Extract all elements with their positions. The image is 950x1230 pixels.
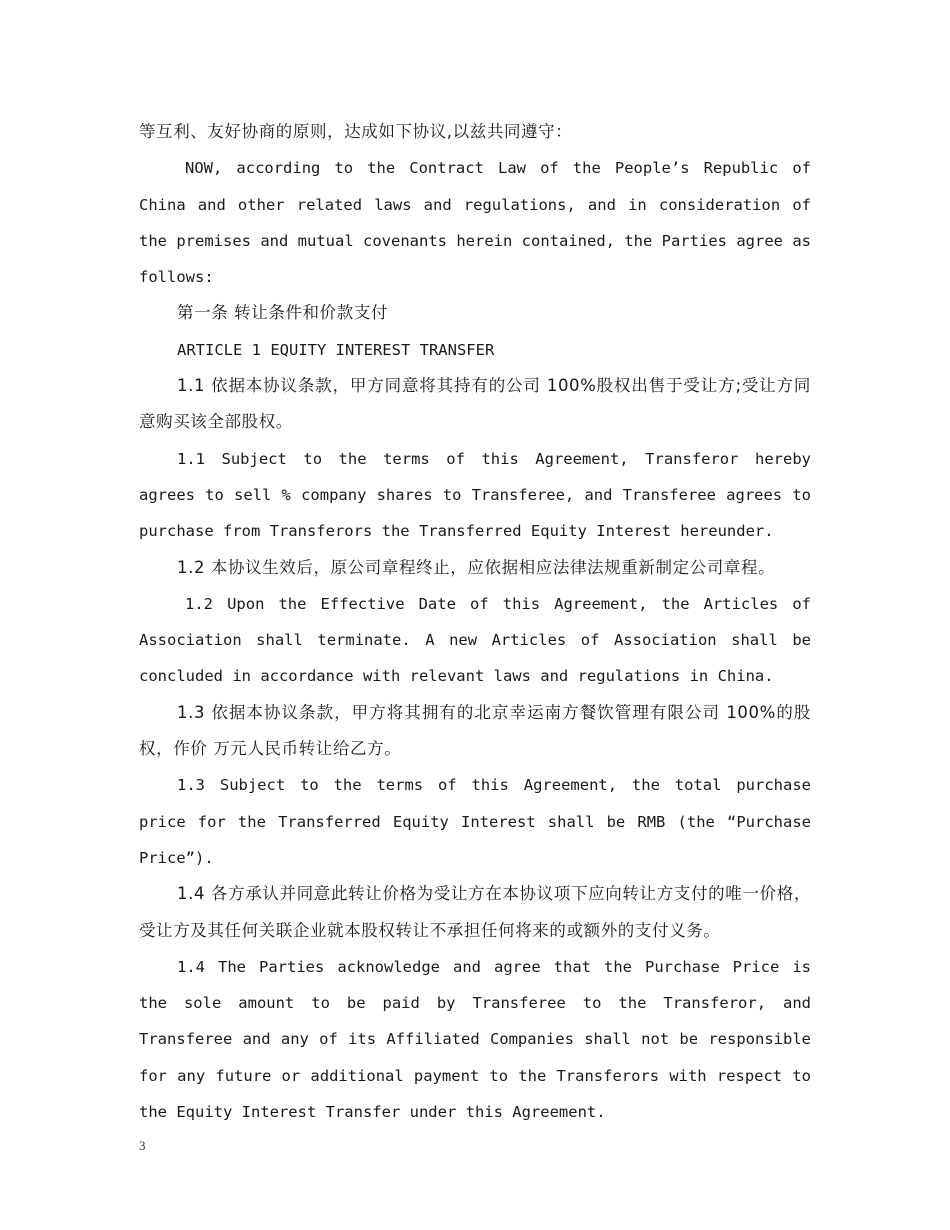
page-number: 3 (139, 1138, 146, 1153)
clause-1-3-zh: 1.3 依据本协议条款，甲方将其拥有的北京幸运南方餐饮管理有限公司 100%的股权，作价 万元人民币转让给乙方。 (139, 702, 811, 759)
clause-1-1-zh: 1.1 依据本协议条款，甲方同意将其持有的公司 100%股权出售于受让方;受让方同意购买该全部股权。 (139, 376, 811, 432)
heading-article-1-zh: 第一条 转让条件和价款支付 (177, 303, 389, 323)
clause-1-3-en: 1.3 Subject to the terms of this Agreement, the total purchase price for the Transferred Equity Interest shall be RMB (the “Purchase Price”). (139, 776, 811, 867)
clause-1-2-zh: 1.2 本协议生效后，原公司章程终止，应依据相应法律法规重新制定公司章程。 (177, 557, 776, 577)
heading-article-1-en: ARTICLE 1 EQUITY INTEREST TRANSFER (177, 340, 495, 359)
clause-1-2-en: 1.2 Upon the Effective Date of this Agreement, the Articles of Association shall terminate. A new Articles of Association shall be concluded in accordance with relevant laws and regulations in China. (139, 594, 811, 686)
clause-1-4-zh: 1.4 各方承认并同意此转让价格为受让方在本协议项下应向转让方支付的唯一价格，受让方及其任何关联企业就本股权转让不承担任何将来的或额外的支付义务。 (139, 884, 811, 940)
clause-1-4-en: 1.4 The Parties acknowledge and agree that the Purchase Price is the sole amount to be paid by Transferee to the Transferor, and Transferee and any of its Affiliated Companies shall not be responsible for any future or additional payment to the Transferors with respect to the Equity Interest Transfer under this Agreement. (139, 957, 811, 1122)
paragraph-principle-zh: 等互利、友好协商的原则，达成如下协议,以兹共同遵守： (139, 122, 573, 141)
paragraph-now-en: NOW, according to the Contract Law of the People’s Republic of China and other related laws and regulations, and in consideration of the premises and mutual covenants herein contained, the Parties agree as follows: (139, 159, 811, 287)
clause-1-1-en: 1.1 Subject to the terms of this Agreement, Transferor hereby agrees to sell % company shares to Transferee, and Transferee agrees to purchase from Transferors the Transferred Equity Interest hereunder. (139, 449, 811, 541)
document-body (139, 114, 811, 1130)
